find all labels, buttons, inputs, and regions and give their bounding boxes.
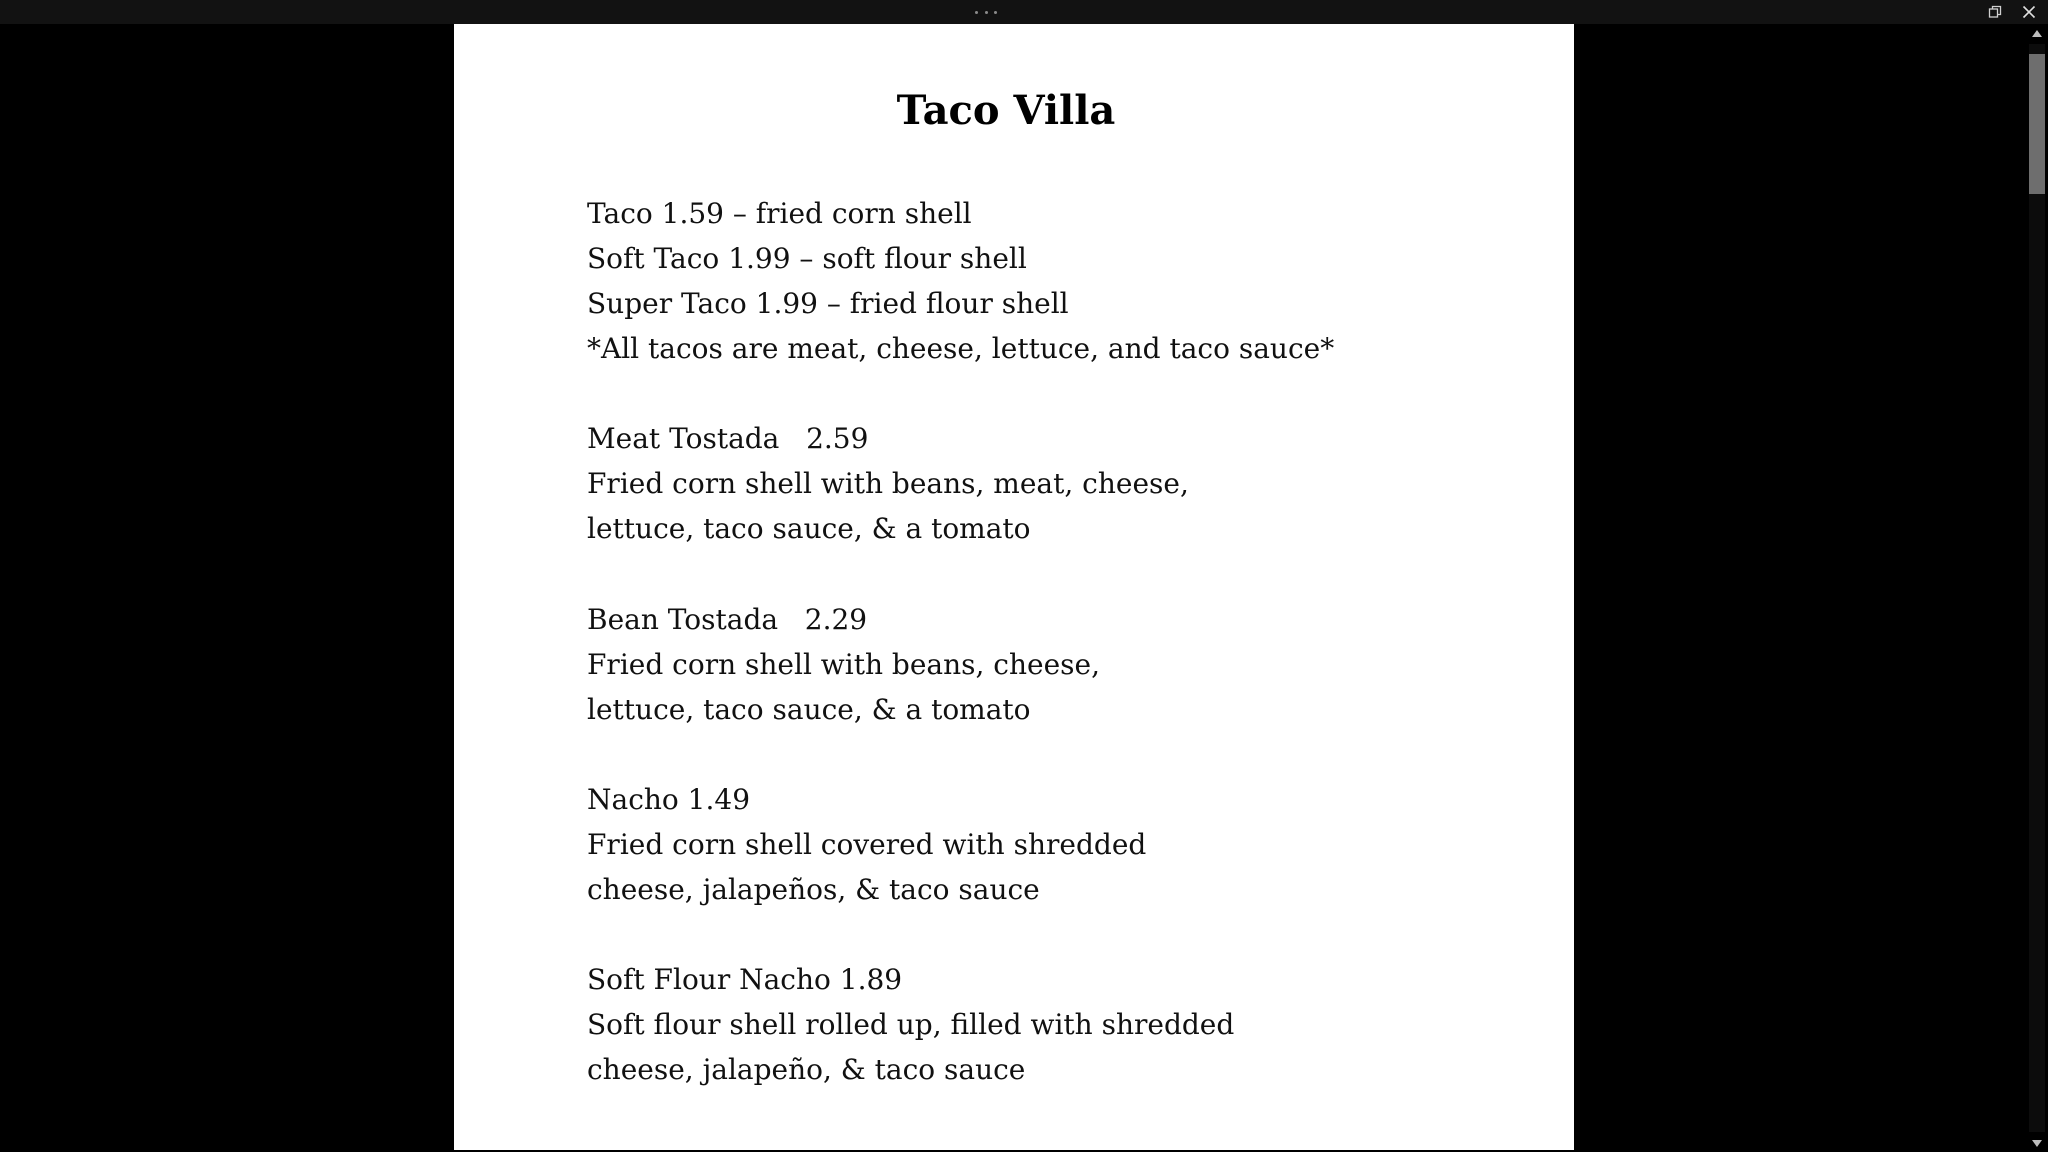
menu-line: Nacho 1.49 xyxy=(587,783,751,816)
menu-line: Bean Tostada 2.29 xyxy=(587,603,868,636)
menu-line: Super Taco 1.99 – fried flour shell xyxy=(587,287,1069,320)
menu-line: Soft Taco 1.99 – soft flour shell xyxy=(587,242,1027,275)
menu-line: Taco 1.59 – fried corn shell xyxy=(587,197,972,230)
more-options-icon[interactable] xyxy=(975,0,997,24)
menu-line: *All tacos are meat, cheese, lettuce, and taco sauce* xyxy=(587,332,1335,365)
document-viewer[interactable] xyxy=(0,24,2026,1152)
scroll-track[interactable] xyxy=(2029,44,2045,1132)
restore-window-icon xyxy=(1988,5,2002,19)
document-page xyxy=(454,24,1574,1152)
restore-window-button[interactable] xyxy=(1981,0,2009,24)
title-bar xyxy=(0,0,2048,24)
close-icon xyxy=(2022,5,2036,19)
scroll-up-arrow-icon xyxy=(2032,30,2042,37)
menu-line: Fried corn shell with beans, cheese, xyxy=(587,648,1100,681)
menu-line: Soft flour shell rolled up, filled with shredded xyxy=(587,1008,1235,1041)
menu-title: Taco Villa xyxy=(896,87,1116,134)
menu-line: Soft Flour Nacho 1.89 xyxy=(587,963,903,996)
menu-line: lettuce, taco sauce, & a tomato xyxy=(587,693,1031,726)
menu-line: Fried corn shell with beans, meat, cheese, xyxy=(587,467,1189,500)
scroll-down-arrow-icon xyxy=(2032,1140,2042,1147)
scroll-thumb[interactable] xyxy=(2029,54,2045,194)
menu-line: cheese, jalapeños, & taco sauce xyxy=(587,873,1040,906)
scroll-up-button[interactable] xyxy=(2026,24,2048,42)
menu-line: Meat Tostada 2.59 xyxy=(587,422,869,455)
menu-line: lettuce, taco sauce, & a tomato xyxy=(587,512,1031,545)
menu-line: Fried corn shell covered with shredded xyxy=(587,828,1147,861)
menu-line: cheese, jalapeño, & taco sauce xyxy=(587,1053,1026,1086)
vertical-scrollbar[interactable] xyxy=(2026,24,2048,1152)
close-window-button[interactable] xyxy=(2015,0,2043,24)
